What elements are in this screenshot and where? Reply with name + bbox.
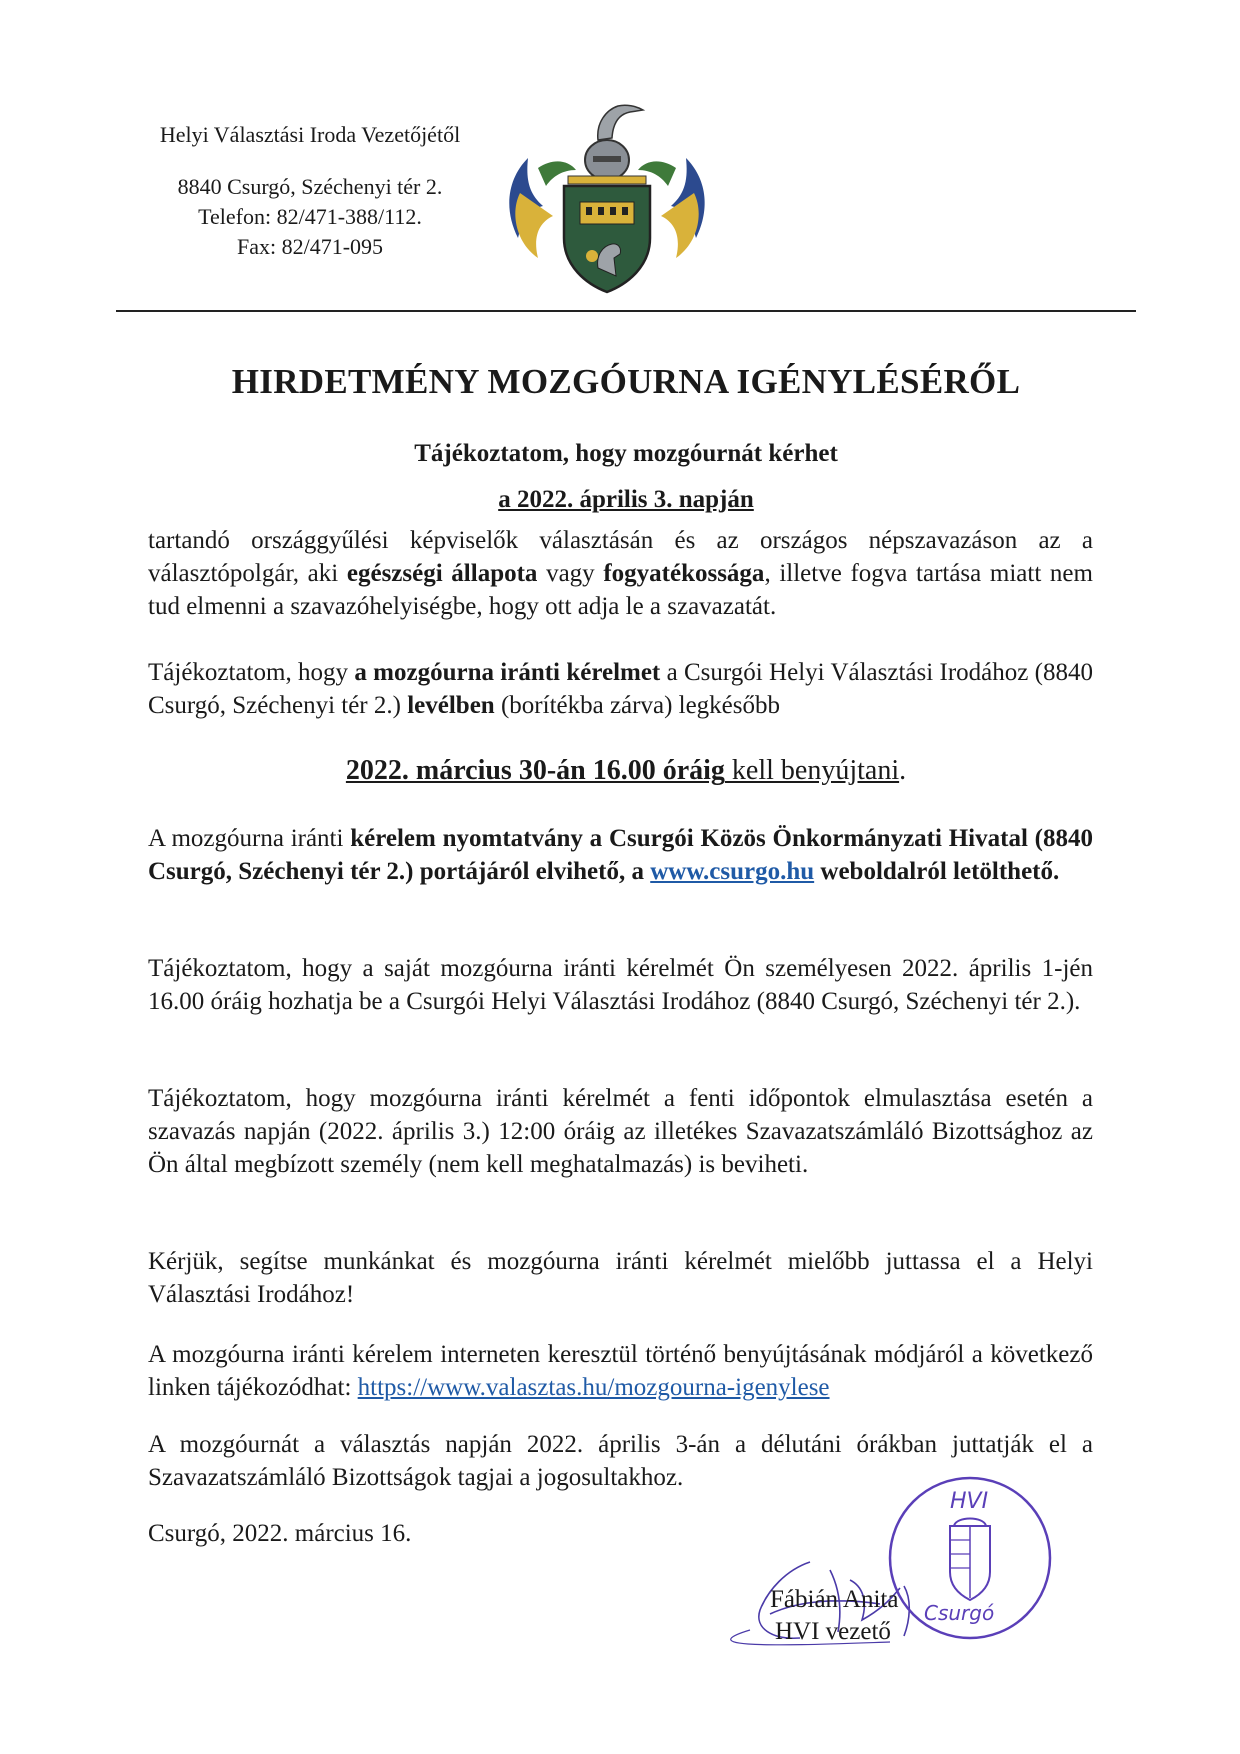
place-date: Csurgó, 2022. március 16. — [148, 1520, 412, 1547]
paragraph-personal: Tájékoztatom, hogy a saját mozgóurna iránti kérelmét Ön személyesen 2022. április 1-jén 16.00 óráig hozhatja be a Csurgói Helyi Választási Irodához (8840 Csurgó, Széchenyi tér 2.). — [148, 955, 1093, 1015]
paragraph-online — [148, 1338, 1093, 1404]
text: Tájékoztatom, hogy — [148, 659, 355, 686]
text: , illetve fogva tartása miatt nem tud elmenni a szavazóhelyiségbe, hogy ott adja le a szavazatát. — [148, 560, 1093, 620]
paragraph-request: Kérjük, segítse munkánkat és mozgóurna iránti kérelmét mielőbb juttassa el a Helyi Választási Irodához! — [148, 1248, 1093, 1308]
deadline-date: 2022. március 30-án 16.00 óráig — [345, 755, 725, 786]
emphasis: levélben — [407, 692, 495, 719]
office-phone: Telefon: 82/471-388/112. — [198, 204, 422, 229]
emphasis: a mozgóurna iránti kérelmet — [354, 659, 661, 686]
header-divider — [116, 310, 1136, 312]
deadline — [116, 755, 1136, 787]
emphasis: weboldalról letölthető. — [814, 858, 1060, 885]
stamp-top-text: HVI — [950, 1489, 989, 1514]
page-title: HIRDETMÉNY MOZGÓURNA IGÉNYLÉSÉRŐL — [231, 362, 1021, 401]
deadline-rest: kell benyújtani — [724, 755, 900, 786]
text: a Csurgói Helyi Választási Irodához (8840 Csurgó, Széchenyi tér 2.) — [148, 659, 1093, 719]
emphasis: fogyatékossága — [603, 560, 765, 587]
paragraph-delivery: A mozgóurnát a választás napján 2022. április 3-án a délutáni órákban juttatják el a Szavazatszámláló Bizottságok tagjai a jogosultakhoz. — [148, 1431, 1093, 1491]
csurgo-link[interactable]: www.csurgo.hu — [650, 858, 815, 885]
text: A mozgóurna iránti — [148, 825, 351, 852]
emphasis: kérelem nyomtatvány a Csurgói Közös Önkormányzati Hivatal (8840 Csurgó, Széchenyi tér 2.) portájáról elvihető, a — [148, 825, 1093, 885]
office-name: Helyi Választási Iroda Vezetőjétől — [159, 122, 461, 147]
paragraph-eligibility — [148, 524, 1093, 623]
official-stamp-icon — [878, 1470, 1058, 1645]
paragraph-form — [148, 822, 1093, 888]
signatory-role: HVI vezető — [775, 1618, 891, 1645]
text: A mozgóurna iránti kérelem interneten keresztül történő benyújtásának módjáról a következő linken tájékozódhat: — [148, 1341, 1093, 1401]
text: (borítékba zárva) legkésőbb — [494, 692, 781, 719]
subtitle: Tájékoztatom, hogy mozgóurnát kérhet — [414, 440, 838, 467]
emphasis: egészségi állapota — [346, 560, 538, 587]
coat-of-arms-icon — [498, 98, 716, 298]
valasztas-link[interactable]: https://www.valasztas.hu/mozgourna-igenylese — [357, 1374, 830, 1401]
text: vagy — [537, 560, 604, 587]
paragraph-election-day: Tájékoztatom, hogy mozgóurna iránti kérelmét a fenti időpontok elmulasztása esetén a szavazás napján (2022. április 3.) 12:00 óráig az illetékes Szavazatszámláló Bizottsághoz az Ön által megbízott személy (nem kell meghatalmazás) is beviheti. — [148, 1085, 1093, 1178]
paragraph-submission — [148, 656, 1093, 722]
deadline-end: . — [899, 755, 907, 786]
office-address: 8840 Csurgó, Széchenyi tér 2. — [177, 174, 443, 199]
text: tartandó országgyűlési képviselők választásán és az országos népszavazáson az a választópolgár, aki — [148, 527, 1093, 587]
office-fax: Fax: 82/471-095 — [236, 234, 384, 259]
letterhead — [130, 120, 490, 262]
signatory-name: Fábián Anita — [770, 1586, 899, 1613]
election-date: a 2022. április 3. napján — [498, 486, 754, 513]
stamp-bottom-text: Csurgó — [924, 1601, 995, 1625]
